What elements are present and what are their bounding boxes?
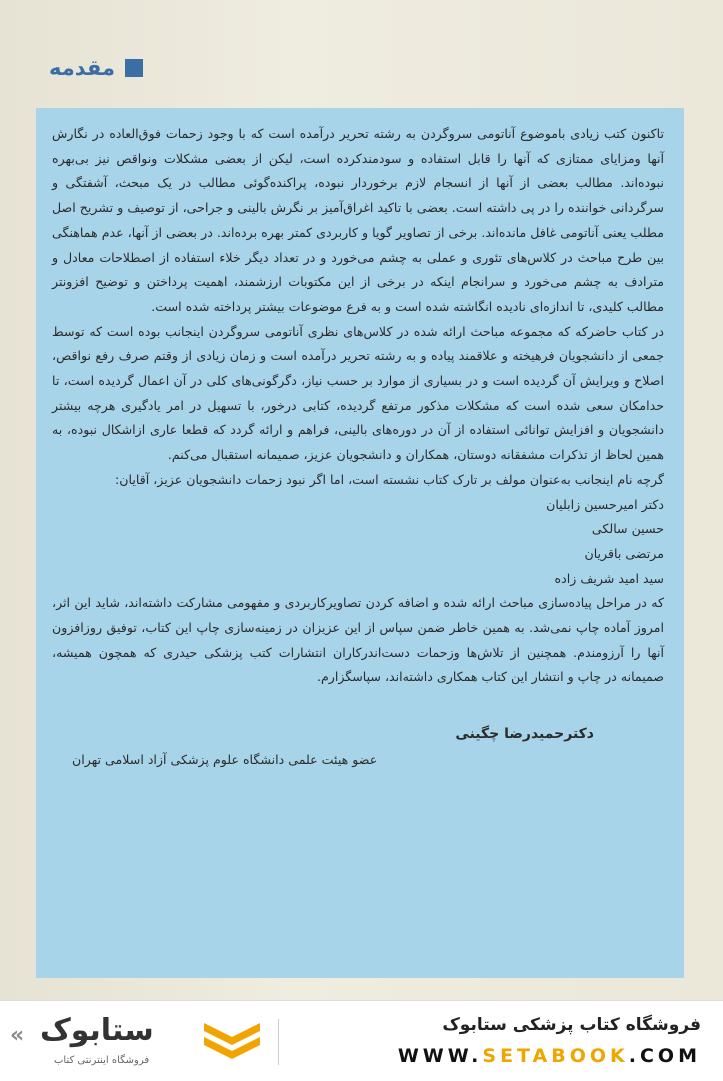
logo-divider [278, 1019, 279, 1065]
paragraph-3: گرچه نام اینجانب به‌عنوان مولف بر تارک کتاب نشسته است، اما اگر نبود زحمات دانشجویان عزیز، آقایان: [115, 471, 664, 487]
closing-paragraph: که در مراحل پیاده‌سازی مباحث ارائه شده و اضافه کردن تصاویرکاربردی و مفهومی مشارکت داشته‌اند، شاید این اثر، امروز آماده چاپ نمی‌شد. به همین خاطر ضمن سپاس از این عزیزان در زمینه‌سازی چاپ این کتاب، توفیق روزافزون آنها را آرزومندم. همچنین از تلاش‌ها وزحمات دست‌اندرکاران انتشارات کتب پزشکی حیدری که همچون همیشه، صمیمانه در چاپ و انتشار این کتاب همکاری داشته‌اند، سپاسگزارم. [52, 595, 664, 685]
section-title: مقدمه [49, 56, 115, 80]
url-prefix: WWW. [397, 1045, 483, 1067]
author-name: دکترحمیدرضا چگینی [455, 726, 594, 743]
contributor-name: حسین سالکی [591, 521, 664, 537]
section-heading [49, 56, 143, 80]
url-suffix: .COM [628, 1045, 701, 1067]
store-title: فروشگاه کتاب پزشکی ستابوک [442, 1015, 701, 1035]
signature-block [52, 726, 664, 767]
book-stack-logo-icon [200, 1017, 264, 1069]
store-logo-word: ستابوک [40, 1013, 154, 1048]
store-url[interactable] [398, 1045, 701, 1067]
introduction-box [36, 108, 684, 978]
store-footer [0, 1000, 723, 1081]
contributor-name: مرتضی باقریان [584, 545, 664, 561]
double-chevron-icon: « [10, 1023, 25, 1048]
author-affiliation: عضو هیئت علمی دانشگاه علوم پزشکی آزاد اسلامی تهران [72, 752, 378, 768]
store-logo-tagline: فروشگاه اینترنتی کتاب [54, 1055, 150, 1066]
paragraph-1: تاکنون کتب زیادی باموضوع آناتومی سروگردن به رشته تحریر درآمده است که با وجود زحمات فوق‌العاده در نگارش آنها ومزایای ممتازی که آنها را قابل استفاده و سودمندکرده است، لیکن از بعضی مشکلات ونواقص نیز بی‌بهره نبوده‌اند. مطالب بعضی از آنها از انسجام لازم برخوردار نبوده، پراکنده‌گوئی مطالب در یک مبحث، آشفتگی و سرگردانی خواننده را در پی داشته است. بعضی با تاکید اغراق‌آمیز بر نگرش بالینی و جراحی، از توصیف و تشریح اصل مطلب یعنی آناتومی غافل مانده‌اند. برخی از تصاویر گویا و کاربردی کمتر بهره برده‌اند. در بعضی از آنها، عدم هماهنگی بین طرح مباحث در کلاس‌های تئوری و عملی به چشم می‌خورد و در تعداد دیگر خلاء استفاده از اصطلاحات معادل و مترادف به چشم می‌خورد و سرانجام اینکه در برخی از این مکتوبات ارزشمند، اهمیت پرداختن و توضیح افزونتر مطالب کلیدی، تا اندازه‌ای نادیده انگاشته شده است و به فرع موضوعات بیشتر پرداخته شده است. [52, 126, 664, 314]
paragraph-2: در کتاب حاضرکه که مجموعه مباحث ارائه شده در کلاس‌های نظری آناتومی سروگردن اینجانب بوده است که توسط جمعی از دانشجویان فرهیخته و علاقمند پیاده و به رشته تحریر درآمده است و زمان زیادی از وقتم صرف رفع نواقص، اصلاح و ویرایش آن گردیده است و در بسیاری از موارد بر حسب نیاز، دگرگونی‌های کلی در آن اعمال گردیده است، تا حدامکان سعی شده است که مشکلات مذکور مرتفع گردیده، کتابی درخور، با تسهیل در امر یادگیری هرچه بیشتر دانشجویان و افزایش توانائی استفاده از آن در دوره‌های بالینی، فراهم و ارائه گردد که قطعا عاری ازاشکال نبوده، به همین لحاظ از تذکرات مشفقانه دوستان، همکاران و دانشجویان عزیز، صمیمانه استقبال می‌کنم. [52, 323, 664, 463]
contributor-name: دکتر امیرحسین زابلیان [546, 496, 664, 512]
contributor-list [52, 493, 664, 592]
heading-square-icon [125, 59, 143, 77]
contributor-name: سید امید شریف زاده [554, 570, 664, 586]
url-brand: SETABOOK [482, 1045, 629, 1067]
